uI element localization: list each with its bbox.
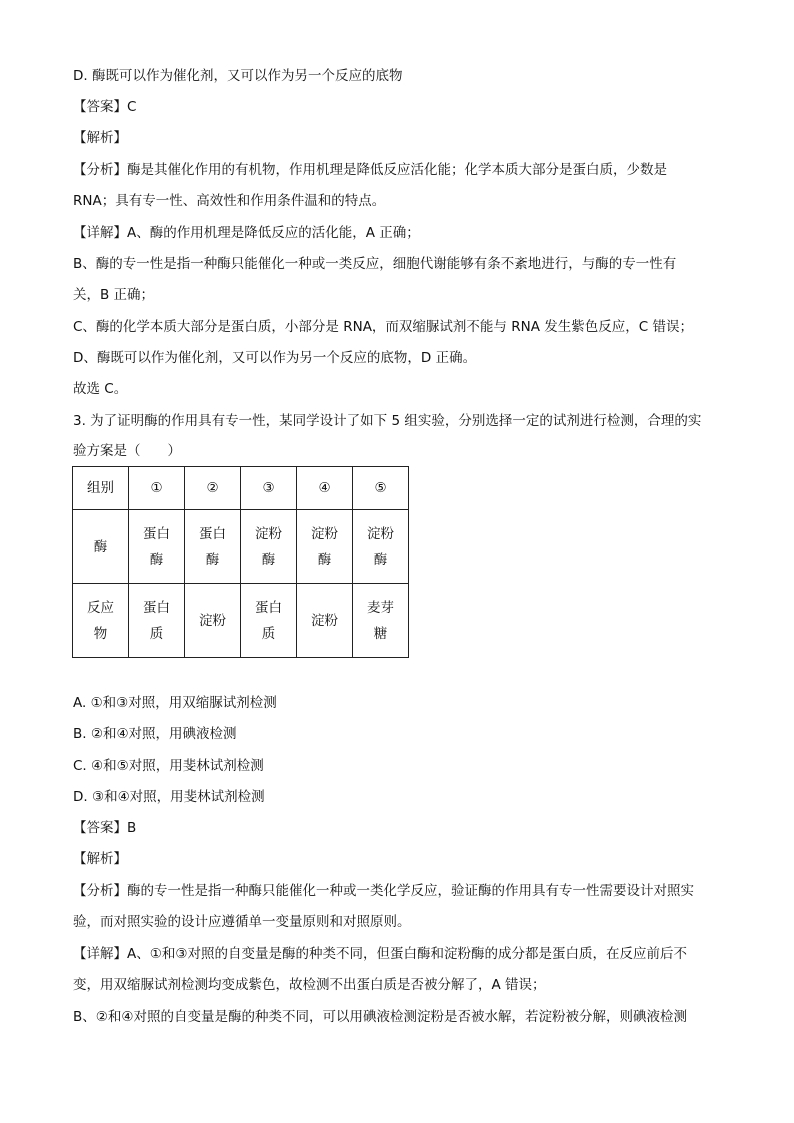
table-cell: ③ <box>241 467 297 510</box>
table-cell: 蛋白质 <box>129 584 185 658</box>
conclusion-text: 故选 C。 <box>73 381 128 397</box>
detail-text-d: D、酶既可以作为催化剂，又可以作为另一个反应的底物，D 正确。 <box>73 350 477 366</box>
table-cell: 淀粉 <box>185 584 241 658</box>
option-a: A. ①和③对照，用双缩脲试剂检测 <box>73 695 277 711</box>
analysis-text-2: RNA；具有专一性、高效性和作用条件温和的特点。 <box>73 193 386 209</box>
table-row-enzyme <box>73 510 409 584</box>
option-d: D. ③和④对照，用斐林试剂检测 <box>73 789 265 805</box>
table-header-row <box>73 467 409 510</box>
table-cell: 麦芽糖 <box>353 584 409 658</box>
detail-text-c: C、酶的化学本质大部分是蛋白质，小部分是 RNA，而双缩脲试剂不能与 RNA 发生紫色反应，C 错误； <box>73 319 693 335</box>
option-c: C. ④和⑤对照，用斐林试剂检测 <box>73 758 264 774</box>
table-cell: 蛋白酶 <box>185 510 241 584</box>
table-cell: ⑤ <box>353 467 409 510</box>
analysis-heading-2: 【解析】 <box>73 851 127 867</box>
question-3-stem-2: 验方案是（ ） <box>73 443 181 459</box>
table-cell: 蛋白酶 <box>129 510 185 584</box>
analysis-text-3: 【分析】酶的专一性是指一种酶只能催化一种或一类化学反应，验证酶的作用具有专一性需要设计对照实 <box>73 883 694 899</box>
analysis-text-4: 验，而对照实验的设计应遵循单一变量原则和对照原则。 <box>73 914 411 930</box>
answer-label: 【答案】C <box>73 99 137 115</box>
experiment-table <box>72 466 409 658</box>
detail-text-b-1: B、酶的专一性是指一种酶只能催化一种或一类反应，细胞代谢能够有条不紊地进行，与酶的专一性有 <box>73 256 677 272</box>
detail-text-b-2: 关，B 正确； <box>73 287 155 303</box>
analysis-text-1: 【分析】酶是其催化作用的有机物，作用机理是降低反应活化能；化学本质大部分是蛋白质，少数是 <box>73 162 667 178</box>
table-cell: 淀粉酶 <box>353 510 409 584</box>
detail-text-a: 【详解】A、酶的作用机理是降低反应的活化能，A 正确； <box>73 225 420 241</box>
table-cell: 反应物 <box>73 584 129 658</box>
table-cell: ④ <box>297 467 353 510</box>
table-cell: 蛋白质 <box>241 584 297 658</box>
detail-text-a-2: 【详解】A、①和③对照的自变量是酶的种类不同，但蛋白酶和淀粉酶的成分都是蛋白质，在反应前后不 <box>73 946 687 962</box>
detail-text-a-3: 变，用双缩脲试剂检测均变成紫色，故检测不出蛋白质是否被分解了，A 错误； <box>73 977 546 993</box>
question-3-stem-1: 3. 为了证明酶的作用具有专一性，某同学设计了如下 5 组实验，分别选择一定的试剂进行检测，合理的实 <box>73 413 702 429</box>
table-cell: 组别 <box>73 467 129 510</box>
option-b: B. ②和④对照，用碘液检测 <box>73 726 237 742</box>
answer-label-2: 【答案】B <box>73 820 137 836</box>
table-cell: 淀粉酶 <box>241 510 297 584</box>
table-cell: 淀粉酶 <box>297 510 353 584</box>
table-cell: 淀粉 <box>297 584 353 658</box>
analysis-heading: 【解析】 <box>73 130 127 146</box>
table-cell: ① <box>129 467 185 510</box>
detail-text-b-3: B、②和④对照的自变量是酶的种类不同，可以用碘液检测淀粉是否被水解，若淀粉被分解，则碘液检测 <box>73 1009 687 1025</box>
table-cell: ② <box>185 467 241 510</box>
option-d-text: D. 酶既可以作为催化剂，又可以作为另一个反应的底物 <box>73 68 403 84</box>
table-row-substrate <box>73 584 409 658</box>
table-cell: 酶 <box>73 510 129 584</box>
